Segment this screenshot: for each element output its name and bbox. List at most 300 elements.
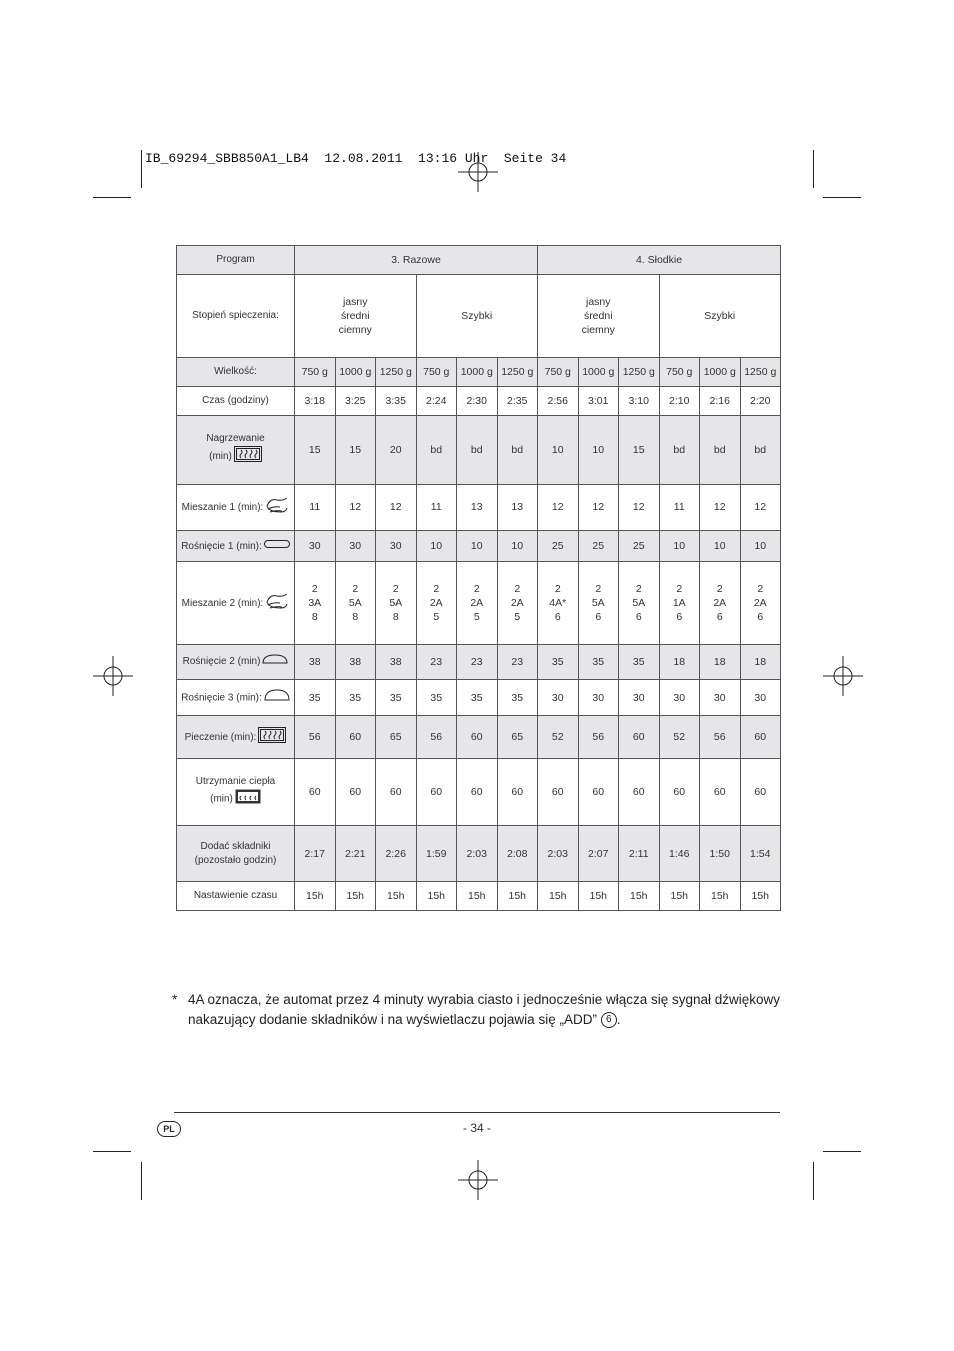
table-cell — [538, 531, 579, 562]
table-cell — [619, 531, 660, 562]
cell-line: 5 — [473, 611, 480, 624]
cell-line: 5A — [632, 597, 646, 610]
crop-mark — [93, 1151, 131, 1152]
cell-line: 2A — [713, 597, 727, 610]
table-cell — [376, 716, 417, 758]
cell-value: 12 — [632, 501, 645, 514]
group-header-line: ciemny — [581, 323, 615, 336]
table-cell — [619, 758, 660, 825]
cell-value: 2:30 — [466, 394, 487, 407]
cell-value: 15h — [508, 889, 527, 902]
cell-value: 35 — [389, 691, 402, 704]
cell-value: 30 — [754, 691, 767, 704]
cell-value: 20 — [389, 443, 402, 456]
row-label-line: Pieczenie (min): — [184, 731, 257, 743]
cell-line: 8 — [352, 611, 359, 624]
table-cell — [376, 826, 417, 882]
row-label — [177, 758, 295, 825]
table-cell — [740, 415, 781, 484]
row-label-line: (pozostało godzin) — [194, 854, 277, 866]
cell-line: 6 — [554, 611, 561, 624]
table-cell — [740, 716, 781, 758]
table-cell — [700, 645, 741, 680]
table-cell — [497, 758, 538, 825]
table-cell — [295, 645, 336, 680]
table-cell — [457, 826, 498, 882]
cell-line: 2 — [473, 583, 480, 596]
cell-line: 2 — [757, 583, 764, 596]
cell-value: 2:08 — [507, 847, 528, 860]
table-cell — [578, 415, 619, 484]
cell-value: 35 — [592, 655, 605, 668]
crop-mark — [93, 197, 131, 198]
cell-value: 56 — [308, 731, 321, 743]
table-cell — [376, 758, 417, 825]
row-label — [177, 274, 295, 357]
table-cell — [659, 679, 700, 716]
table-cell — [700, 679, 741, 716]
row-label-line: Rośnięcie 2 (min) — [182, 656, 261, 668]
table-cell — [416, 758, 457, 825]
cell-line: 3A — [308, 597, 322, 610]
table-cell — [619, 357, 660, 386]
cell-value: 2:03 — [466, 847, 487, 860]
cell-value: 60 — [713, 785, 726, 798]
row-label — [177, 246, 295, 275]
reference-number-badge: 6 — [601, 1012, 617, 1028]
table-cell — [619, 415, 660, 484]
row-label-line: Mieszanie 1 (min): — [181, 502, 264, 514]
cell-value: bd — [470, 443, 483, 456]
table-row — [177, 531, 781, 562]
table-cell — [335, 826, 376, 882]
table-cell — [295, 357, 336, 386]
cell-value: 750 g — [423, 365, 450, 378]
table-cell — [497, 357, 538, 386]
table-cell — [457, 758, 498, 825]
table-cell — [416, 415, 457, 484]
cell-value: 18 — [673, 655, 686, 668]
cell-value: 23 — [430, 655, 443, 668]
cell-line: 6 — [757, 611, 764, 624]
table-cell — [619, 645, 660, 680]
cell-value: 750 g — [301, 365, 328, 378]
rising-dough-flat-icon — [264, 539, 290, 554]
table-cell — [457, 357, 498, 386]
cell-value: 38 — [308, 655, 321, 668]
cell-line: 2 — [392, 583, 399, 596]
cell-value: bd — [754, 443, 767, 456]
cell-value: 15h — [629, 889, 648, 902]
cell-value: 1250 g — [501, 365, 534, 378]
table-cell — [335, 386, 376, 415]
cell-value: 2:35 — [507, 394, 528, 407]
table-cell — [740, 562, 781, 645]
table-cell — [538, 357, 579, 386]
table-cell — [538, 881, 579, 910]
table-row — [177, 386, 781, 415]
cell-value: 65 — [511, 731, 524, 743]
table-cell — [659, 758, 700, 825]
cell-value: 3:01 — [588, 394, 609, 407]
table-cell — [376, 531, 417, 562]
table-cell — [457, 645, 498, 680]
group-header-cell — [295, 246, 538, 275]
group-header-line: średni — [583, 309, 613, 322]
table-cell — [497, 716, 538, 758]
cell-value: 60 — [551, 785, 564, 798]
row-label — [177, 386, 295, 415]
row-label-line: (min) — [209, 451, 232, 463]
group-header-line: Szybki — [461, 309, 493, 322]
cell-line: 8 — [392, 611, 399, 624]
table-cell — [376, 386, 417, 415]
table-cell — [376, 679, 417, 716]
table-cell — [538, 484, 579, 530]
table-cell — [619, 386, 660, 415]
cell-value: 1000 g — [703, 365, 736, 378]
page-number: - 34 - — [462, 1121, 491, 1135]
cell-value: 2:20 — [750, 394, 771, 407]
table-cell — [295, 531, 336, 562]
cell-line: 5 — [514, 611, 521, 624]
table-cell — [416, 386, 457, 415]
table-cell — [335, 415, 376, 484]
table-row — [177, 415, 781, 484]
table-cell — [295, 758, 336, 825]
table-cell — [295, 484, 336, 530]
cell-line: 5A — [348, 597, 362, 610]
cell-value: 1250 g — [379, 365, 412, 378]
registration-mark-icon — [823, 656, 863, 696]
cell-value: 13 — [511, 501, 524, 514]
table-cell — [457, 562, 498, 645]
table-row — [177, 758, 781, 825]
table-cell — [457, 881, 498, 910]
cell-value: 2:17 — [304, 847, 325, 860]
cell-value: bd — [511, 443, 524, 456]
table-cell — [700, 415, 741, 484]
table-row — [177, 679, 781, 716]
cell-value: 12 — [551, 501, 564, 514]
cell-value: 35 — [308, 691, 321, 704]
table-cell — [700, 758, 741, 825]
table-cell — [578, 386, 619, 415]
table-cell — [416, 826, 457, 882]
cell-value: 60 — [632, 785, 645, 798]
table-cell — [416, 531, 457, 562]
cell-value: 60 — [349, 785, 362, 798]
baking-icon — [258, 727, 286, 748]
table-cell — [700, 531, 741, 562]
registration-mark-icon — [458, 152, 498, 192]
cell-line: 2 — [311, 583, 318, 596]
table-cell — [376, 881, 417, 910]
cell-value: 15 — [632, 443, 645, 456]
table-cell — [416, 562, 457, 645]
row-label — [177, 415, 295, 484]
table-cell — [416, 679, 457, 716]
table-cell — [538, 645, 579, 680]
group-header-cell — [659, 274, 781, 357]
cell-value: bd — [713, 443, 726, 456]
cell-value: 35 — [430, 691, 443, 704]
table-cell — [659, 531, 700, 562]
table-cell — [538, 679, 579, 716]
cell-line: 2A — [470, 597, 484, 610]
cell-value: 38 — [349, 655, 362, 668]
rising-dough-medium-icon — [262, 653, 288, 670]
cell-value: 15h — [427, 889, 446, 902]
table-cell — [578, 645, 619, 680]
cell-line: 8 — [311, 611, 318, 624]
rising-dough-high-icon — [264, 689, 290, 707]
table-cell — [659, 645, 700, 680]
table-cell — [497, 645, 538, 680]
table-cell — [619, 881, 660, 910]
table-cell — [416, 357, 457, 386]
cell-value: 15h — [467, 889, 486, 902]
cell-value: 35 — [470, 691, 483, 704]
table-cell — [659, 357, 700, 386]
table-row — [177, 357, 781, 386]
table-cell — [538, 386, 579, 415]
cell-value: 10 — [673, 540, 686, 553]
cell-value: 35 — [349, 691, 362, 704]
cell-value: bd — [673, 443, 686, 456]
cell-value: 12 — [349, 501, 362, 514]
cell-value: 1000 g — [460, 365, 493, 378]
table-cell — [700, 484, 741, 530]
table-cell — [335, 758, 376, 825]
cell-line: 6 — [716, 611, 723, 624]
row-label-line: Program — [216, 253, 255, 265]
table-cell — [578, 484, 619, 530]
cell-line: 5A — [389, 597, 403, 610]
table-cell — [740, 531, 781, 562]
table-cell — [335, 679, 376, 716]
table-cell — [295, 679, 336, 716]
cell-value: 15h — [386, 889, 405, 902]
row-label-line: Rośnięcie 1 (min): — [181, 540, 262, 552]
cell-value: 1:59 — [426, 847, 447, 860]
table-cell — [497, 679, 538, 716]
cell-value: 10 — [754, 540, 767, 553]
cell-value: 18 — [713, 655, 726, 668]
cell-value: 1000 g — [339, 365, 372, 378]
table-cell — [578, 679, 619, 716]
table-cell — [659, 716, 700, 758]
kneading-hand-icon — [265, 496, 289, 519]
table-cell — [538, 716, 579, 758]
cell-value: 15h — [589, 889, 608, 902]
table-cell — [619, 716, 660, 758]
cell-value: 60 — [754, 731, 767, 743]
table-cell — [497, 415, 538, 484]
table-cell — [457, 679, 498, 716]
cell-value: 15h — [710, 889, 729, 902]
table-cell — [740, 357, 781, 386]
table-row — [177, 645, 781, 680]
row-label — [177, 357, 295, 386]
cell-line: 2 — [554, 583, 561, 596]
heating-icon — [234, 446, 262, 467]
table-cell — [295, 562, 336, 645]
cell-value: 30 — [551, 691, 564, 704]
cell-line: 2 — [716, 583, 723, 596]
table-cell — [659, 484, 700, 530]
row-label — [177, 531, 295, 562]
cell-value: 60 — [754, 785, 767, 798]
table-row — [177, 716, 781, 758]
cell-value: 1:46 — [669, 847, 690, 860]
group-header-line: jasny — [585, 295, 611, 308]
table-cell — [335, 645, 376, 680]
group-header-line: Szybki — [704, 309, 736, 322]
cell-value: 15h — [751, 889, 770, 902]
cell-value: 60 — [673, 785, 686, 798]
cell-value: 35 — [511, 691, 524, 704]
cell-line: 5A — [591, 597, 605, 610]
cell-value: 3:10 — [628, 394, 649, 407]
table-cell — [497, 562, 538, 645]
cell-value: 56 — [430, 731, 443, 743]
table-cell — [740, 758, 781, 825]
cell-value: 2:03 — [547, 847, 568, 860]
row-label — [177, 881, 295, 910]
table-cell — [578, 531, 619, 562]
footnote-end: . — [616, 1012, 621, 1027]
crop-mark — [823, 197, 861, 198]
table-cell — [700, 386, 741, 415]
table-cell — [376, 562, 417, 645]
table-cell — [335, 562, 376, 645]
cell-value: 60 — [430, 785, 443, 798]
cell-value: 750 g — [544, 365, 571, 378]
cell-value: 10 — [430, 540, 443, 553]
table-cell — [376, 645, 417, 680]
cell-value: 1:50 — [709, 847, 730, 860]
table-cell — [295, 386, 336, 415]
cell-value: 35 — [632, 655, 645, 668]
cell-value: 60 — [470, 731, 483, 743]
cell-value: 30 — [673, 691, 686, 704]
group-header-cell — [538, 246, 781, 275]
cell-value: 25 — [632, 540, 645, 553]
table-cell — [497, 881, 538, 910]
cell-value: 2:56 — [547, 394, 568, 407]
registration-mark-icon — [93, 656, 133, 696]
row-label-line: Nagrzewanie — [206, 433, 265, 445]
row-label — [177, 484, 295, 530]
table-cell — [497, 386, 538, 415]
cell-value: 2:11 — [628, 847, 649, 860]
cell-value: 60 — [470, 785, 483, 798]
cell-value: 30 — [308, 540, 321, 553]
table-cell — [376, 484, 417, 530]
table-cell — [416, 881, 457, 910]
cell-value: 1250 g — [622, 365, 655, 378]
cell-value: 18 — [754, 655, 767, 668]
cell-value: 30 — [389, 540, 402, 553]
table-cell — [619, 562, 660, 645]
table-cell — [538, 415, 579, 484]
table-cell — [578, 881, 619, 910]
kneading-hand-icon — [265, 592, 289, 615]
cell-value: 30 — [632, 691, 645, 704]
cell-value: 13 — [470, 501, 483, 514]
cell-value: 60 — [592, 785, 605, 798]
cell-value: 15h — [346, 889, 365, 902]
crop-mark — [813, 150, 814, 188]
registration-mark-icon — [458, 1160, 498, 1200]
row-label-line: Mieszanie 2 (min): — [181, 597, 264, 609]
table-cell — [740, 826, 781, 882]
footnote — [172, 990, 792, 1030]
cell-line: 4A* — [549, 597, 567, 610]
row-label-line: Wielkość: — [214, 365, 257, 377]
keep-warm-icon — [235, 789, 261, 809]
table-cell — [740, 645, 781, 680]
table-cell — [619, 679, 660, 716]
cell-value: 12 — [389, 501, 402, 514]
table-cell — [457, 415, 498, 484]
table-cell — [295, 716, 336, 758]
cell-value: 10 — [551, 443, 564, 456]
cell-value: 60 — [632, 731, 645, 743]
group-header-line: średni — [340, 309, 370, 322]
row-label-line: Czas (godziny) — [202, 394, 269, 406]
cell-value: 60 — [308, 785, 321, 798]
table-cell — [578, 826, 619, 882]
table-row — [177, 484, 781, 530]
group-header-line: ciemny — [338, 323, 372, 336]
table-cell — [457, 484, 498, 530]
cell-value: 23 — [470, 655, 483, 668]
cell-value: 2:10 — [669, 394, 690, 407]
language-badge: PL — [157, 1121, 181, 1137]
table-cell — [578, 716, 619, 758]
table-cell — [538, 758, 579, 825]
cell-value: 3:18 — [304, 394, 325, 407]
row-label-line: Rośnięcie 3 (min): — [181, 692, 262, 704]
cell-value: 1000 g — [582, 365, 615, 378]
cell-value: 12 — [754, 501, 767, 514]
footnote-text: 4A oznacza, że automat przez 4 minuty wyrabia ciasto i jednocześnie włącza się sygnał dźwiękowy nakazujący dodanie składników i na wyświetlaczu pojawia się „ADD” — [188, 992, 781, 1027]
cell-line: 2A — [510, 597, 524, 610]
table-row — [177, 881, 781, 910]
program-table — [176, 245, 781, 911]
cell-value: 15 — [308, 443, 321, 456]
table-cell — [457, 716, 498, 758]
cell-line: 2 — [433, 583, 440, 596]
table-cell — [700, 826, 741, 882]
cell-value: 60 — [389, 785, 402, 798]
cell-value: 52 — [673, 731, 686, 743]
table-cell — [335, 357, 376, 386]
group-header-text: 4. Słodkie — [635, 253, 683, 266]
cell-value: 11 — [673, 501, 685, 514]
cell-value: 15 — [349, 443, 362, 456]
cell-value: 1250 g — [744, 365, 777, 378]
table-cell — [659, 826, 700, 882]
cell-line: 1A — [672, 597, 686, 610]
group-header-cell — [416, 274, 538, 357]
cell-line: 6 — [635, 611, 642, 624]
cell-value: 60 — [511, 785, 524, 798]
table-cell — [335, 531, 376, 562]
table-cell — [497, 826, 538, 882]
